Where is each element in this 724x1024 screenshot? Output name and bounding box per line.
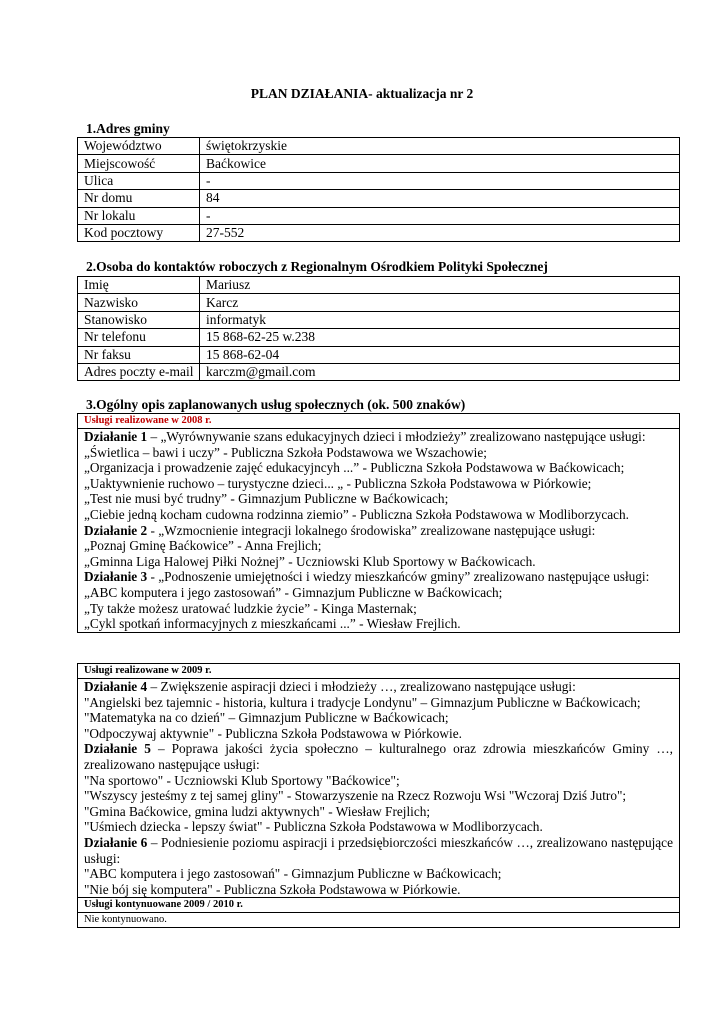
text-line (84, 507, 673, 523)
text-line (84, 788, 673, 804)
section-3-heading: 3.Ogólny opis zaplanowanych usług społecznych (ok. 500 znaków) (86, 397, 466, 412)
text-line (84, 835, 673, 866)
row-value: Mariusz (200, 277, 680, 294)
text-line (84, 554, 673, 570)
text-line (84, 616, 673, 632)
table-row (78, 294, 680, 311)
section-1-heading: 1.Adres gminy (86, 121, 170, 136)
line-text: „Poznaj Gminę Baćkowice” - Anna Frejlich; (84, 538, 322, 554)
table-row (78, 277, 680, 294)
table-row (78, 363, 680, 380)
line-text: – Podniesienie poziomu aspiracji i przedsiębiorczości mieszkańców …, zrealizowano następujące usługi: (84, 834, 673, 866)
row-label: Adres poczty e-mail (78, 363, 200, 380)
contact-table (77, 276, 680, 381)
row-value: 15 868-62-25 w.238 (200, 329, 680, 346)
document-title: PLAN DZIAŁANIA- aktualizacja nr 2 (250, 86, 474, 101)
line-text: – „Wyrównywanie szans edukacyjnych dzieci i młodzieży” zrealizowano następujące usługi: (147, 429, 646, 444)
row-value: Karcz (200, 294, 680, 311)
table-row (78, 224, 680, 241)
text-line (84, 819, 673, 835)
row-value: 84 (200, 190, 680, 207)
text-line (84, 601, 673, 617)
text-line (84, 866, 673, 882)
row-label: Stanowisko (78, 311, 200, 328)
text-line (84, 882, 673, 898)
line-text: "Uśmiech dziecka - lepszy świat" - Publiczna Szkoła Podstawowa w Modliborzycach. (84, 819, 543, 835)
row-value: karczm@gmail.com (200, 363, 680, 380)
line-text: „Organizacja i prowadzenie zajęć edukacyjncyh ...” - Publiczna Szkoła Podstawowa w Baćkowicach; (84, 460, 625, 476)
row-label: Nr lokalu (78, 207, 200, 224)
text-line (84, 445, 673, 461)
line-text: „ABC komputera i jego zastosowań” - Gimnazjum Publiczne w Baćkowicach; (84, 584, 503, 600)
table-row (78, 190, 680, 207)
services-2008-body (78, 429, 679, 632)
table-row (78, 311, 680, 328)
line-text: "Wszyscy jesteśmy z tej samej gliny" - Stowarzyszenie na Rzecz Rozwoju Wsi "Wczoraj Dziś Jutro"; (84, 788, 627, 804)
row-value: - (200, 172, 680, 189)
continued-header: Usługi kontynuowane 2009 / 2010 r. (78, 897, 679, 913)
text-line (84, 585, 673, 601)
text-line (84, 804, 673, 820)
row-value: - (200, 207, 680, 224)
text-line (84, 710, 673, 726)
text-line (84, 491, 673, 507)
line-text: – Poprawa jakości życia społeczno – kulturalnego oraz zdrowia mieszkańców Gminy …, zrealizowano następujące usługi: (84, 741, 674, 772)
row-label: Imię (78, 277, 200, 294)
line-text: - „Wzmocnienie integracji lokalnego środowiska” zrealizowane następujące usługi: (147, 522, 596, 538)
services-2009-body (78, 679, 679, 897)
row-label: Nazwisko (78, 294, 200, 311)
text-line (84, 460, 673, 476)
line-text: „Cykl spotkań informacyjnych z mieszkańcami ...” - Wiesław Frejlich. (84, 616, 461, 632)
services-2009-box (77, 663, 680, 928)
line-text: "Matematyka na co dzień" – Gimnazjum Publiczne w Baćkowicach; (84, 710, 449, 726)
text-line (84, 569, 673, 585)
text-line (84, 429, 673, 445)
table-row (78, 172, 680, 189)
table-row (78, 138, 680, 155)
row-value: świętokrzyskie (200, 138, 680, 155)
row-value: informatyk (200, 311, 680, 328)
line-text: "ABC komputera i jego zastosowań" - Gimnazjum Publiczne w Baćkowicach; (84, 866, 502, 882)
row-label: Kod pocztowy (78, 224, 200, 241)
row-label: Miejscowość (78, 155, 200, 172)
text-line (84, 695, 673, 711)
line-text: „Uaktywnienie ruchowo – turystyczne dzieci... „ - Publiczna Szkoła Podstawowa w Piórkowie; (84, 475, 592, 491)
line-text: "Gmina Baćkowice, gmina ludzi aktywnych" - Wiesław Frejlich; (84, 803, 431, 819)
action-label: Działanie 1 (84, 429, 148, 444)
row-value: 15 868-62-04 (200, 346, 680, 363)
row-label: Ulica (78, 172, 200, 189)
section-2-heading: 2.Osoba do kontaktów roboczych z Regionalnym Ośrodkiem Polityki Społecznej (86, 259, 548, 274)
line-text: „Gminna Liga Halowej Piłki Nożnej” - Uczniowski Klub Sportowy w Baćkowicach. (84, 553, 536, 569)
line-text: „Ty także możesz uratować ludzkie życie” - Kinga Masternak; (84, 600, 417, 616)
line-text: "Na sportowo" - Uczniowski Klub Sportowy "Baćkowice"; (84, 772, 400, 788)
services-2009-header: Usługi realizowane w 2009 r. (78, 664, 679, 679)
address-table (77, 137, 680, 242)
line-text: „Test nie musi być trudny” - Gimnazjum Publiczne w Baćkowicach; (84, 491, 449, 507)
text-line (84, 773, 673, 789)
line-text: "Odpoczywaj aktywnie" - Publiczna Szkoła Podstawowa w Piórkowie. (84, 725, 462, 741)
action-label: Działanie 6 (84, 834, 148, 850)
line-text: „Ciebie jedną kocham cudowna rodzinna ziemio” - Publiczna Szkoła Podstawowa w Modliborzycach. (84, 506, 630, 522)
table-row (78, 155, 680, 172)
row-label: Nr faksu (78, 346, 200, 363)
continued-text: Nie kontynuowano. (84, 914, 167, 926)
text-line (84, 741, 673, 772)
line-text: "Angielski bez tajemnic - historia, kultura i tradycje Londynu" – Gimnazjum Publiczne w Baćkowicach; (84, 694, 641, 710)
row-value: Baćkowice (200, 155, 680, 172)
text-line (84, 726, 673, 742)
line-text: - „Podnoszenie umiejętności i wiedzy mieszkańców gminy” zrealizowano następujące usługi: (147, 569, 650, 585)
action-label: Działanie 2 (84, 522, 148, 538)
table-row (78, 346, 680, 363)
services-2008-box (77, 413, 680, 633)
row-value: 27-552 (200, 224, 680, 241)
text-line (84, 538, 673, 554)
row-label: Województwo (78, 138, 200, 155)
action-label: Działanie 5 (84, 741, 151, 757)
action-label: Działanie 4 (84, 679, 148, 694)
services-2008-header: Usługi realizowane w 2008 r. (78, 414, 679, 429)
table-row (78, 207, 680, 224)
text-line (84, 679, 673, 695)
line-text: „Świetlica – bawi i uczy” - Publiczna Szkoła Podstawowa we Wszachowie; (84, 444, 487, 460)
row-label: Nr domu (78, 190, 200, 207)
row-label: Nr telefonu (78, 329, 200, 346)
line-text: – Zwiększenie aspiracji dzieci i młodzieży …, zrealizowano następujące usługi: (147, 679, 576, 694)
text-line (84, 476, 673, 492)
action-label: Działanie 3 (84, 569, 148, 585)
table-row (78, 329, 680, 346)
text-line (84, 523, 673, 539)
line-text: "Nie bój się komputera" - Publiczna Szkoła Podstawowa w Piórkowie. (84, 881, 461, 897)
